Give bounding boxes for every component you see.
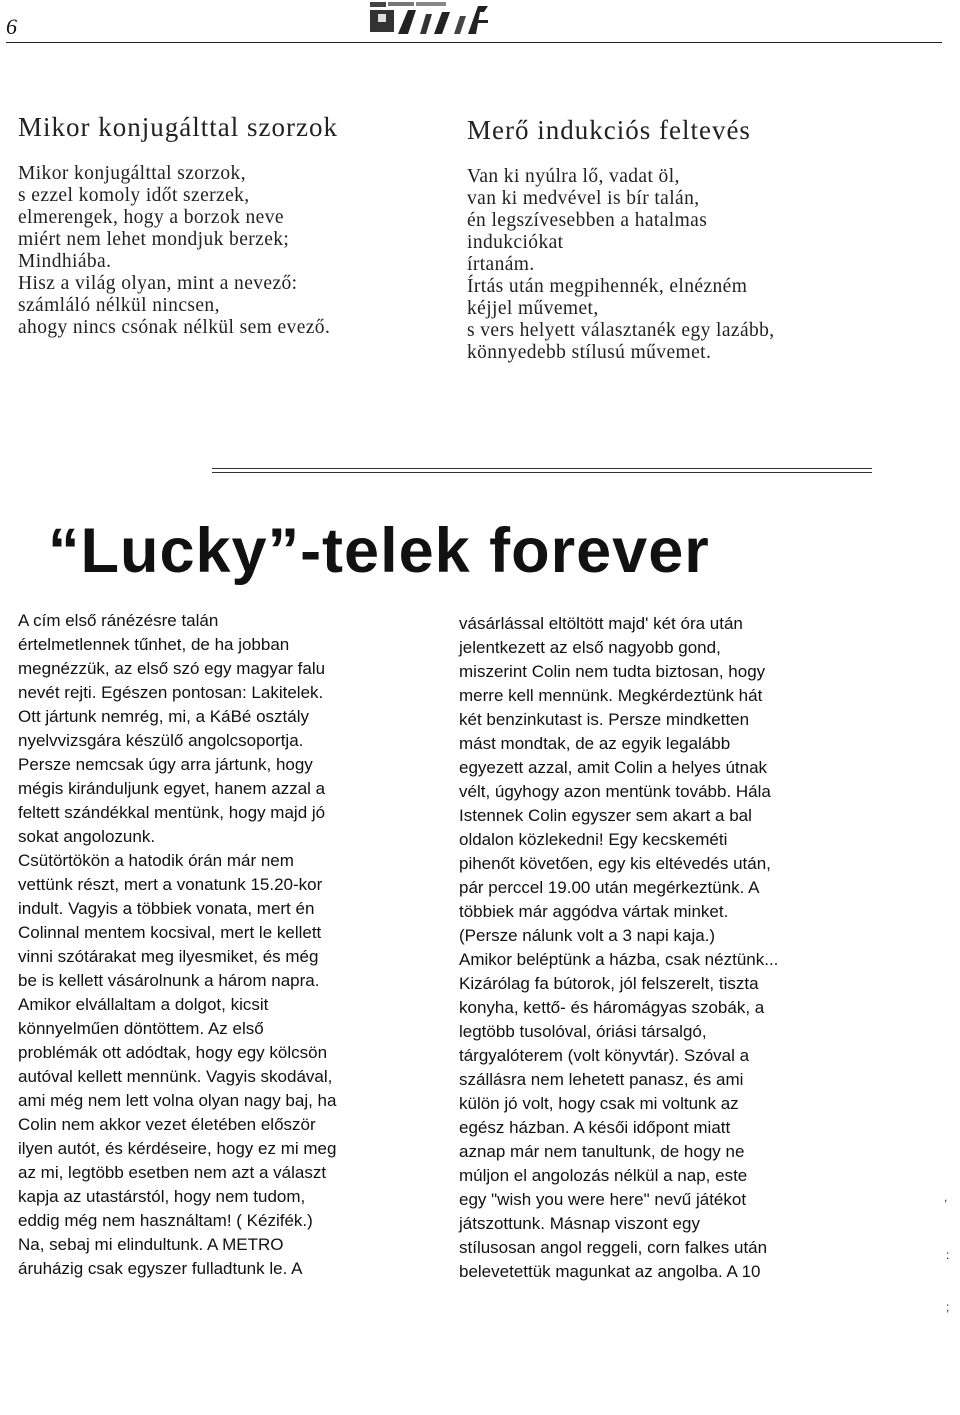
article-line: többiek már aggódva vártak minket. <box>459 902 729 921</box>
article-line: legtöbb tusolóval, óriási társalgó, <box>459 1022 707 1041</box>
article-line: külön jó volt, hogy csak mi voltunk az <box>459 1094 739 1113</box>
article-line: stílusosan angol reggeli, corn falkes után <box>459 1238 768 1257</box>
page-header <box>0 0 960 45</box>
article-line: konyha, kettő- és háromágyas szobák, a <box>459 998 765 1017</box>
article-line: Amikor elvállaltam a dolgot, kicsit <box>18 995 269 1014</box>
article-line: vettünk részt, mert a vonatunk 15.20-kor <box>18 875 323 894</box>
article-line: egy "wish you were here" nevű játékot <box>459 1190 747 1209</box>
article-line: (Persze nálunk volt a 3 napi kaja.) <box>459 926 716 945</box>
poem-line: Írtás után megpihennék, elnézném <box>467 276 748 297</box>
article-title: “Lucky”-telek forever <box>48 516 710 586</box>
article-line: problémák ott adódtak, hogy egy kölcsön <box>18 1043 328 1062</box>
article-line: tárgyalóterem (volt könyvtár). Szóval a <box>459 1046 750 1065</box>
article-line: Na, sebaj mi elindultunk. A METRO <box>18 1235 284 1254</box>
article-line: miszerint Colin nem tudta biztosan, hogy <box>459 662 766 681</box>
poem-line: kéjjel művemet, <box>467 298 599 319</box>
poem-right-title: Merő indukciós feltevés <box>467 115 751 145</box>
poem-line: Hisz a világ olyan, mint a nevező: <box>18 273 298 294</box>
article-line: Amikor beléptünk a házba, csak néztünk... <box>459 950 779 969</box>
article-line: játszottunk. Másnap viszont egy <box>459 1214 700 1233</box>
article-line: Istennek Colin egyszer sem akart a bal <box>459 806 752 825</box>
article-line: merre kell mennünk. Megkérdeztünk hát <box>459 686 763 705</box>
article-line: be is kellett vásárolnunk a három napra. <box>18 971 320 990</box>
poem-line: elmerengek, hogy a borzok neve <box>18 207 284 228</box>
poem-line: s vers helyett választanék egy lazább, <box>467 320 775 341</box>
poem-line: Mikor konjugálttal szorzok, <box>18 163 246 184</box>
article-line: aznap már nem tanultunk, de hogy ne <box>459 1142 745 1161</box>
poem-line: én legszívesebben a hatalmas <box>467 210 708 231</box>
scan-mark: : <box>946 1248 950 1262</box>
article-line: nevét rejti. Egészen pontosan: Lakitelek. <box>18 683 324 702</box>
poem-right <box>467 115 775 364</box>
article-line: mégis kiránduljunk egyet, hanem azzal a <box>18 779 326 798</box>
article-line: oldalon közlekedni! Egy kecskeméti <box>459 830 728 849</box>
page-number: 6 <box>6 14 17 39</box>
article-line: Persze nemcsak úgy arra jártunk, hogy <box>18 755 313 774</box>
poem-line: számláló nélkül nincsen, <box>18 295 220 316</box>
poem-line: miért nem lehet mondjuk berzek; <box>18 229 290 250</box>
article-line: szállásra nem lehetett panasz, és ami <box>459 1070 744 1089</box>
article-line: indult. Vagyis a többiek vonata, mert én <box>18 899 315 918</box>
poem-line: Mindhiába. <box>18 251 112 272</box>
article-line: Csütörtökön a hatodik órán már nem <box>18 851 294 870</box>
article-line: jelentkezett az első nagyobb gond, <box>459 638 721 657</box>
article-line: Colinnal mentem kocsival, mert le kellett <box>18 923 322 942</box>
article-line: A cím első ránézésre talán <box>18 611 219 630</box>
article-line: az mi, legtöbb esetben nem azt a választ <box>18 1163 327 1182</box>
header-divider <box>6 42 942 43</box>
poem-left <box>18 112 338 339</box>
article-line: Ott jártunk nemrég, mi, a KáBé osztály <box>18 707 310 726</box>
article-line: feltett szándékkal mentünk, hogy majd jó <box>18 803 326 822</box>
magazine-logo <box>368 0 498 40</box>
article-line: autóval kellett mennünk. Vagyis skodával, <box>18 1067 333 1086</box>
poem-line: van ki medvével is bír talán, <box>467 188 700 209</box>
poem-line: Van ki nyúlra lő, vadat öl, <box>467 166 680 187</box>
article-line: vinni szótárakat meg ilyesmiket, és még <box>18 947 319 966</box>
article-line: ami még nem lett volna olyan nagy baj, ha <box>18 1091 337 1110</box>
article-line: sokat angolozunk. <box>18 827 156 846</box>
poem-line: írtanám. <box>467 254 535 275</box>
article-line: egész házban. A késői időpont miatt <box>459 1118 731 1137</box>
article-line: vélt, úgyhogy azon mentünk tovább. Hála <box>459 782 771 801</box>
article-line: ilyen autót, és kérdéseire, hogy ez mi meg <box>18 1139 337 1158</box>
poem-left-title: Mikor konjugálttal szorzok <box>18 112 338 142</box>
article-line: pihenőt követően, egy kis eltévedés után, <box>459 854 771 873</box>
article-line: értelmetlennek tűnhet, de ha jobban <box>18 635 290 654</box>
article-line: egyezett azzal, amit Colin a helyes útnak <box>459 758 768 777</box>
article-line: megnézzük, az első szó egy magyar falu <box>18 659 326 678</box>
article-line: nyelvvizsgára készülő angolcsoportja. <box>18 731 304 750</box>
poem-line: könnyedebb stílusú művemet. <box>467 342 712 363</box>
article-line: áruházig csak egyszer fulladtunk le. A <box>18 1259 303 1278</box>
article-line: Kizárólag fa bútorok, jól felszerelt, tiszta <box>459 974 759 993</box>
article-line: mást mondtak, de az egyik legalább <box>459 734 731 753</box>
poem-line: ahogy nincs csónak nélkül sem evező. <box>18 317 331 338</box>
article-line: eddig még nem használtam! ( Kézifék.) <box>18 1211 313 1230</box>
poem-line: s ezzel komoly időt szerzek, <box>18 185 250 206</box>
article-line: két benzinkutast is. Persze mindketten <box>459 710 750 729</box>
section-divider <box>212 468 872 469</box>
article-line: pár perccel 19.00 után megérkeztünk. A <box>459 878 760 897</box>
article-line: múljon el angolozás nélkül a nap, este <box>459 1166 748 1185</box>
scan-mark: , <box>944 1190 948 1204</box>
article-line: Colin nem akkor vezet életében először <box>18 1115 316 1134</box>
article-column-right <box>459 612 778 1284</box>
article-line: vásárlással eltöltött majd' két óra után <box>459 614 743 633</box>
poem-line: indukciókat <box>467 232 564 253</box>
article-line: könnyelműen döntöttem. Az első <box>18 1019 264 1038</box>
article-column-left <box>18 609 336 1281</box>
scan-mark: ; <box>946 1300 950 1314</box>
article-line: belevetettük magunkat az angolba. A 10 <box>459 1262 761 1281</box>
section-divider <box>212 472 872 473</box>
article-line: kapja az utastárstól, hogy nem tudom, <box>18 1187 306 1206</box>
